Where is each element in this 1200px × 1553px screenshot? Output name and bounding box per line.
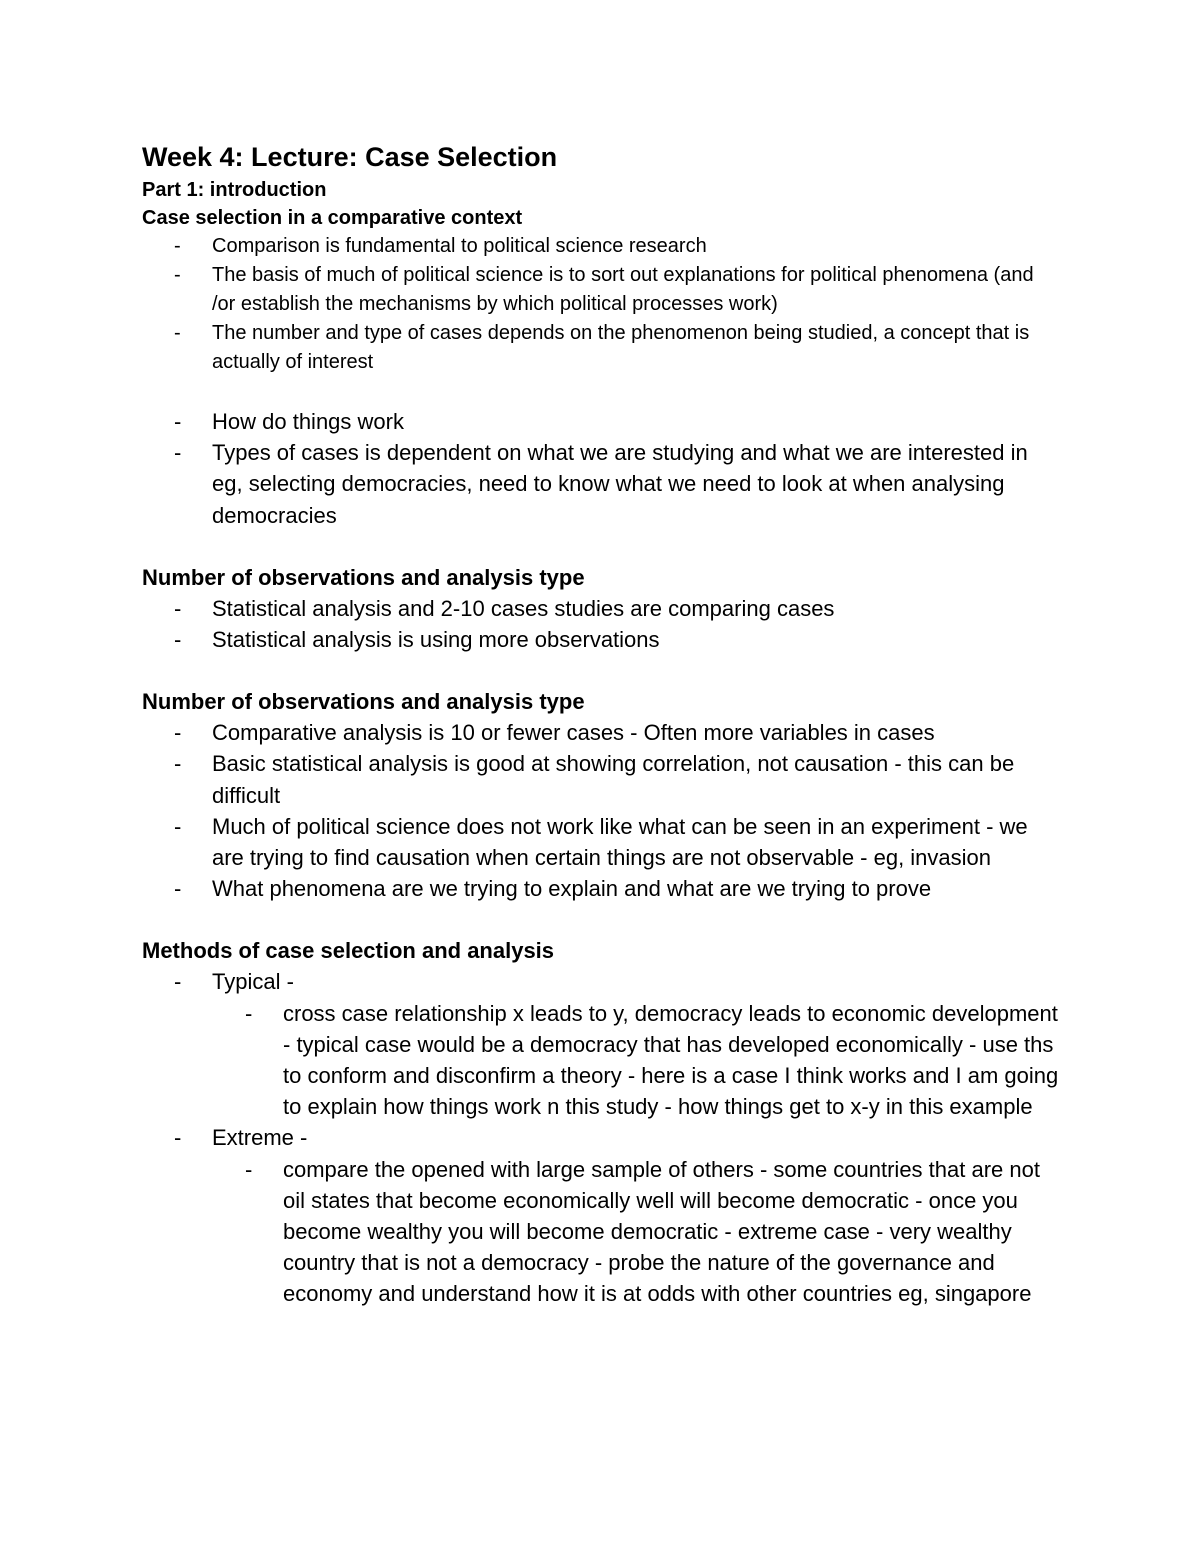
spacer (142, 655, 1062, 686)
bullet-list-observations-1 (142, 593, 1062, 655)
bullet-list-how-things-work (142, 406, 1062, 531)
spacer (142, 377, 1062, 406)
bullet-list-methods (142, 966, 1062, 997)
bullet-list-methods-extreme (142, 1122, 1062, 1153)
list-item: - Types of cases is dependent on what we are studying and what we are interested in eg, selecting democracies, need to know what we need to look at when analysing democracies (142, 437, 1062, 531)
bullet-list-observations-2 (142, 717, 1062, 904)
list-item: - Statistical analysis is using more observations (142, 624, 1062, 655)
spacer (142, 531, 1062, 562)
list-item: - Comparative analysis is 10 or fewer cases - Often more variables in cases (142, 717, 1062, 748)
list-item: - Comparison is fundamental to political science research (142, 232, 1062, 261)
document-page (142, 138, 1062, 1310)
section-heading-observations-1: Number of observations and analysis type (142, 564, 585, 590)
spacer (142, 904, 1062, 935)
list-item: - How do things work (142, 406, 1062, 437)
list-item: - What phenomena are we trying to explain and what are we trying to prove (142, 873, 1062, 904)
list-item-extreme (142, 1122, 1062, 1153)
list-item-typical (142, 966, 1062, 997)
page-title: Week 4: Lecture: Case Selection (142, 142, 558, 172)
sub-list-item: - cross case relationship x leads to y, democracy leads to economic development - typical case would be a democracy that has developed economically - use ths to conform and disconfirm a theory - here is a case I think works and I am going to explain how things work n this study - how things get to x-y in this example (142, 998, 1062, 1123)
method-label-typical: Typical - (212, 969, 294, 995)
section-heading-case-selection: Case selection in a comparative context (142, 207, 523, 229)
part-heading: Part 1: introduction (142, 179, 327, 201)
bullet-list-case-selection (142, 232, 1062, 377)
list-item: - The basis of much of political science is to sort out explanations for political phenomena (and /or establish the mechanisms by which political processes work) (142, 261, 1062, 319)
section-heading-methods: Methods of case selection and analysis (142, 938, 555, 964)
list-item: - Much of political science does not work like what can be seen in an experiment - we are trying to find causation when certain things are not observable - eg, invasion (142, 811, 1062, 873)
list-item: - Basic statistical analysis is good at showing correlation, not causation - this can be difficult (142, 748, 1062, 810)
sub-list-typical (142, 998, 1062, 1123)
list-item: - The number and type of cases depends on the phenomenon being studied, a concept that is actually of interest (142, 319, 1062, 377)
method-label-extreme: Extreme - (212, 1125, 308, 1151)
list-item: - Statistical analysis and 2-10 cases studies are comparing cases (142, 593, 1062, 624)
section-heading-observations-2: Number of observations and analysis type (142, 689, 585, 715)
sub-list-extreme (142, 1154, 1062, 1310)
sub-list-item: - compare the opened with large sample of others - some countries that are not oil states that become economically well will become democratic - once you become wealthy you will become democratic - extreme case - very wealthy country that is not a democracy - probe the nature of the governance and economy and understand how it is at odds with other countries eg, singapore (142, 1154, 1062, 1310)
